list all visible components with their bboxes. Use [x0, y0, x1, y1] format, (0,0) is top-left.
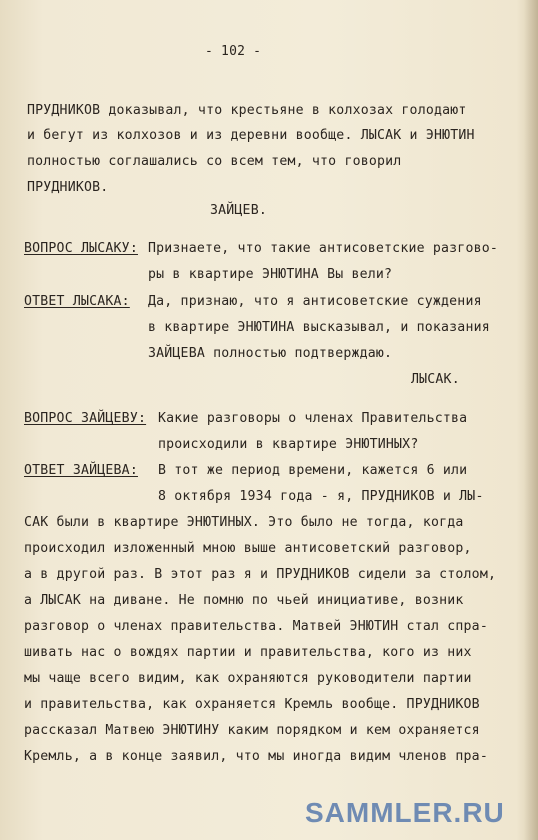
signature-zaitsev: ЗАЙЦЕВ.: [210, 203, 267, 218]
question-text: Признаете, что такие антисоветские разгово-: [148, 241, 499, 256]
question-text: ры в квартире ЭНЮТИНА Вы вели?: [148, 267, 393, 282]
answer-text: ЗАЙЦЕВА полностью подтверждаю.: [148, 346, 393, 361]
answer-label: ОТВЕТ ЗАЙЦЕВА:: [24, 463, 138, 478]
question-text: Какие разговоры о членах Правительства: [158, 411, 468, 426]
signature-lysak: ЛЫСАК.: [411, 372, 460, 387]
answer-text: В тот же период времени, кажется 6 или: [158, 463, 468, 478]
paragraph-line: и бегут из колхозов и из деревни вообще. ЛЫСАК и ЭНЮТИН: [27, 128, 475, 143]
answer-text: 8 октября 1934 года - я, ПРУДНИКОВ и ЛЫ-: [158, 489, 484, 504]
answer-text: рассказал Матвею ЭНЮТИНУ каким порядком и кем охраняется: [24, 723, 480, 738]
answer-text: происходил изложенный мною выше антисоветский разговор,: [24, 541, 472, 556]
answer-text: Кремль, а в конце заявил, что мы иногда видим членов пра-: [24, 749, 488, 764]
page-number: - 102 -: [205, 44, 262, 59]
paragraph-line: ПРУДНИКОВ.: [27, 180, 109, 195]
answer-text: мы чаще всего видим, как охраняются руководители партии: [24, 671, 472, 686]
paragraph-line: полностью соглашались со всем тем, что говорил: [27, 154, 402, 169]
answer-text: а в другой раз. В этот раз я и ПРУДНИКОВ сидели за столом,: [24, 567, 497, 582]
answer-text: Да, признаю, что я антисоветские суждения: [148, 294, 482, 309]
paragraph-line: ПРУДНИКОВ доказывал, что крестьяне в колхозах голодают: [27, 103, 467, 118]
answer-text: разговор о членах правительства. Матвей ЭНЮТИН стал спра-: [24, 619, 488, 634]
answer-text: шивать нас о вождях партии и правительства, кого из них: [24, 645, 472, 660]
answer-text: в квартире ЭНЮТИНА высказывал, и показания: [148, 320, 490, 335]
watermark: SAMMLER.RU: [305, 797, 505, 828]
question-label: ВОПРОС ЛЫСАКУ:: [24, 241, 138, 256]
answer-label: ОТВЕТ ЛЫСАКА:: [24, 294, 130, 309]
answer-text: и правительства, как охраняется Кремль вообще. ПРУДНИКОВ: [24, 697, 480, 712]
answer-text: а ЛЫСАК на диване. Не помню по чьей инициативе, возник: [24, 593, 464, 608]
answer-text: САК были в квартире ЭНЮТИНЫХ. Это было не тогда, когда: [24, 515, 464, 530]
question-text: происходили в квартире ЭНЮТИНЫХ?: [158, 437, 419, 452]
page-fold-shadow: [524, 0, 538, 840]
question-label: ВОПРОС ЗАЙЦЕВУ:: [24, 411, 147, 426]
